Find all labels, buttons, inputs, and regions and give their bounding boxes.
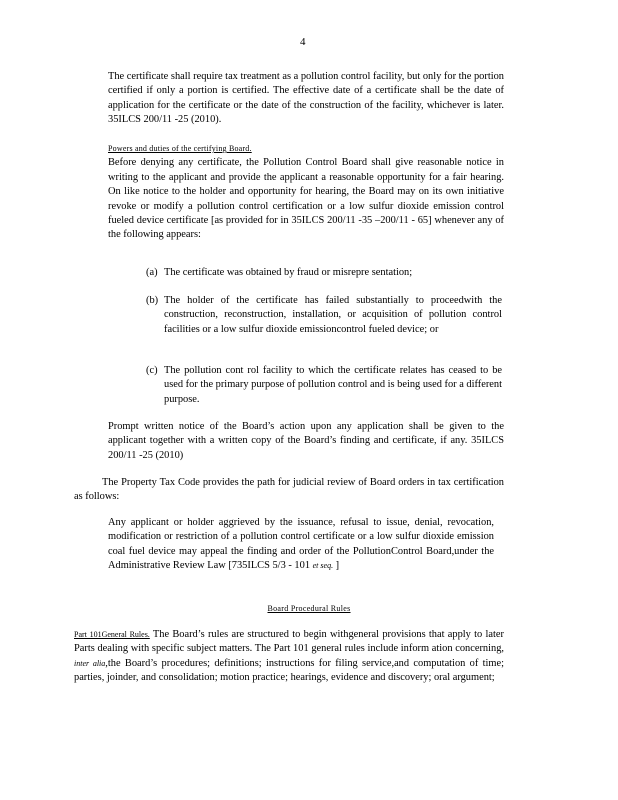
part-101-heading: Part 101General Rules. xyxy=(74,630,150,639)
block-quote-text: Any applicant or holder aggrieved by the issuance, refusal to issue, denial, revocation, modification or restriction of a pollution control certificate or a low sulfur dioxide emission coal fuel device may appeal the finding and order of the PollutionControl Board,under the Administrative Review Law [735ILCS 5/3 - 101 xyxy=(108,517,494,572)
list-text: The holder of the certificate has failed substantially to proceedwith the construction, reconstruction, installation, or acquisition of pollution control facilities or a low sulfur dioxide emissioncontrol fueled device; or xyxy=(164,295,502,335)
paragraph-prompt-notice: Prompt written notice of the Board’s action upon any application shall be given to the applicant together with a written copy of the Board’s finding and certificate, if any. 35ILCS 200/11 -25 (2010) xyxy=(108,421,504,461)
general-rules-text-end: ,the Board’s procedures; definitions; instructions for filing service,and computation of time; parties, joinder, and consolidation; motion practice; hearings, evidence and discovery; oral argument; xyxy=(74,657,504,684)
list-item-a xyxy=(146,266,502,280)
list-item-c xyxy=(146,364,502,407)
section-heading-procedural-rules: Board Procedural Rules xyxy=(267,604,351,613)
block-quote-appeal xyxy=(108,516,494,574)
paragraph-general-rules xyxy=(74,628,504,686)
paragraph-effective-date: The certificate shall require tax treatment as a pollution control facility, but only for the portion certified if only a portion is certified. The effective date of a certificate shall be the date of application for the certificate or the date of the construction of the facility, whichever is later. 35ILCS 200/11 -25 (2010). xyxy=(108,71,504,126)
paragraph-judicial-review: The Property Tax Code provides the path for judicial review of Board orders in tax certification as follows: xyxy=(74,477,504,503)
general-rules-text: The Board’s rules are structured to begin withgeneral provisions that apply to later Parts dealing with specific subject matters. The Part 101 general rules include inform ation concerning, xyxy=(74,629,504,655)
list-marker: (a) xyxy=(146,267,158,278)
list-text: The pollution cont rol facility to which the certificate relates has ceased to be used for the primary purpose of pollution control and is being used for a different purpose. xyxy=(164,365,502,405)
list-marker: (c) xyxy=(146,365,158,376)
block-quote-end: ] xyxy=(335,560,340,572)
paragraph-powers-duties xyxy=(108,142,504,243)
list-item-b xyxy=(146,294,502,337)
list-text: The certificate was obtained by fraud or misrepre sentation; xyxy=(164,267,413,278)
list-marker: (b) xyxy=(146,295,159,306)
powers-duties-text: Before denying any certificate, the Pollution Control Board shall give reasonable notice in writing to the applicant and provide the applicant a reasonable opportunity for a fair hearing. On like notice to the holder and opportunity for hearing, the Board may on its own initiative revoke or modify a pollution control certification or a low sulfur dioxide emission control fueled device certificate [as provided for in 35ILCS 200/11 -35 –200/11 - 65] whenever any of the following appears: xyxy=(108,157,504,241)
general-rules-italic: inter alia xyxy=(74,658,106,668)
page-number: 4 xyxy=(300,36,306,48)
powers-duties-heading: Powers and duties of the certifying Board. xyxy=(108,144,252,153)
block-quote-italic: et seq. xyxy=(312,561,334,571)
